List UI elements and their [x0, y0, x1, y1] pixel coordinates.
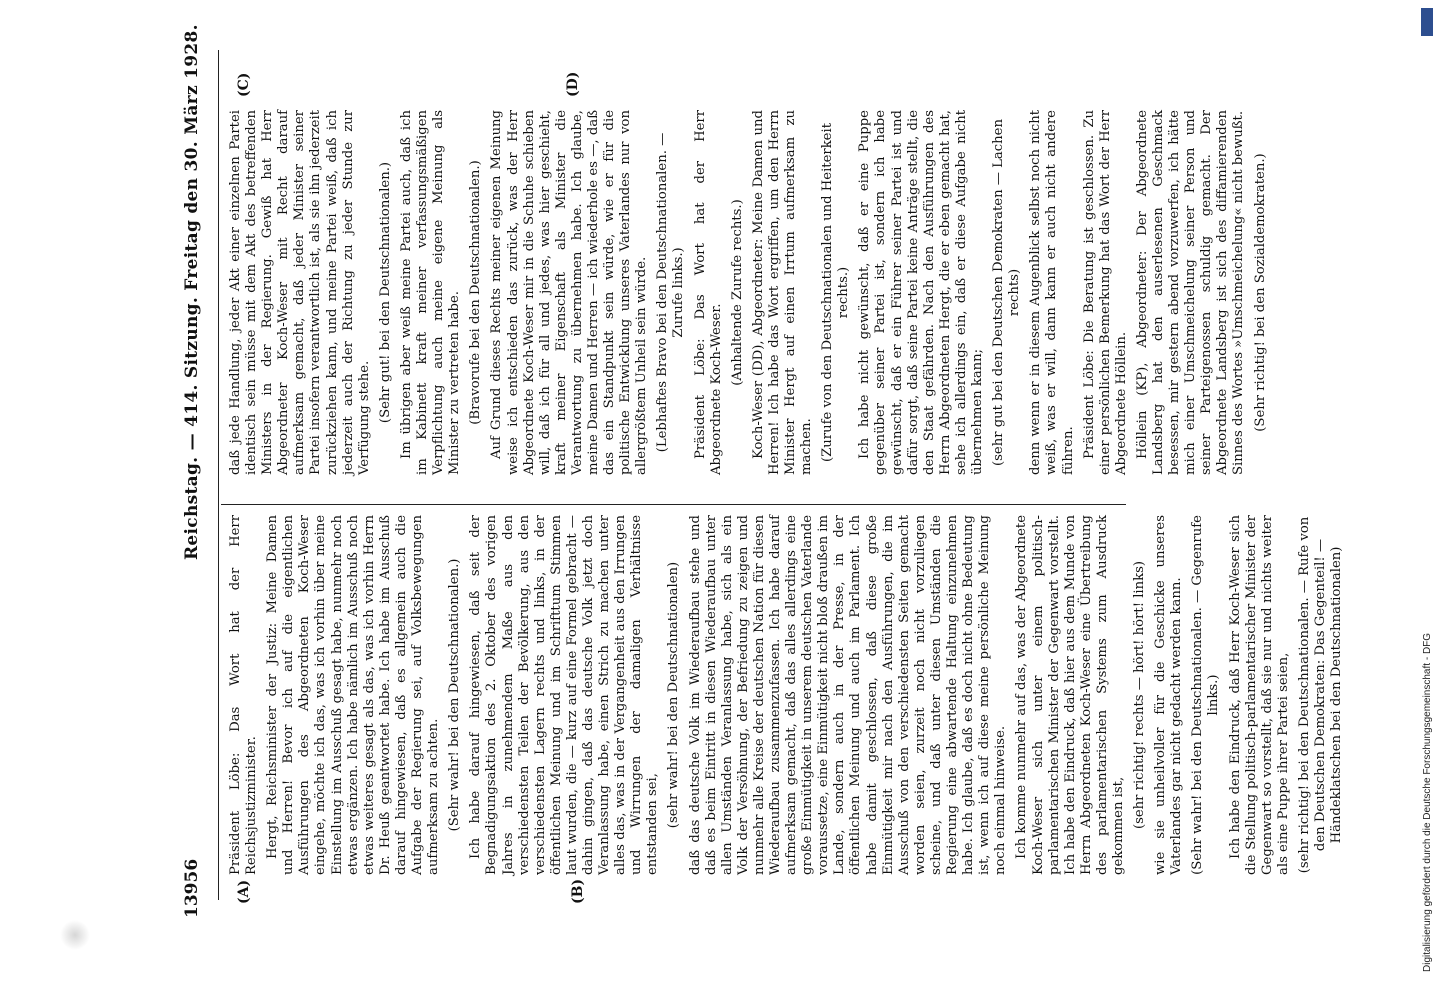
- paragraph: Koch-Weser (DD), Abgeordneter: Meine Damen und Herren! Ich habe das Wort ergriffen, um den Herrn Minister Hergt auf einen Irrtum aufmerksam zu machen.: [750, 110, 815, 475]
- interjection: (Zurufe von den Deutschnationalen und Heiterkeit rechts.): [820, 122, 852, 463]
- interjection: (Anhaltende Zurufe rechts.): [729, 199, 745, 386]
- paragraph: Ich habe nicht gewünscht, daß er eine Puppe gegenüber seiner Partei ist, sondern ich habe gewünscht, daß er ein Führer seiner Partei ist und dafür sorgt, daß seine Partei keine Anträge stellt, die den Staat gefährden. Nach den Ausführungen des Herrn Abgeordneten Hergt, die er eben gemacht hat, sehe ich allerdings ein, daß er diese Aufgabe nicht übernehmen kann;: [857, 110, 986, 475]
- paragraph: Ich habe den Eindruck, daß Herr Koch-Weser sich die Stellung politisch-parlamentarischer Minister der Gegenwart so vorstellt, daß sie nur und nichts weiter als eine Puppe ihrer Partei seien,: [1227, 515, 1291, 875]
- paragraph: Präsident Löbe: Die Beratung ist geschlossen. Zu einer persönlichen Bemerkung hat das Wort der Herr Abgeordnete Höllein.: [1081, 110, 1129, 475]
- margin-letter-a: (A): [236, 879, 252, 904]
- paragraph: Präsident Löbe: Das Wort hat der Herr Reichsjustizminister.: [228, 515, 260, 875]
- paragraph: Im übrigen aber weiß meine Partei auch, daß ich im Kabinett kraft meiner verfassungsmäßigen Verpflichtung auch meine eigene Meinung als Minister zu vertreten habe.: [398, 110, 463, 475]
- interjection: (sehr richtig! bei den Deutschnationalen. — Rufe von den Deutschen Demokraten: Das Gegenteil! — Händeklatschen bei den Deutschnationalen): [1296, 516, 1345, 874]
- interjection: (sehr gut bei den Deutschen Demokraten — Lachen rechts): [991, 119, 1023, 466]
- paragraph: Ich komme nunmehr auf das, was der Abgeordnete Koch-Weser sich unter einem politisch-parlamentarischen Minister der Gegenwart vorstellt. Ich habe den Eindruck, daß hier aus dem Munde von Herrn Abgeordneten Koch-Weser eine Übertreibung des parlamentarischen Systems zum Ausdruck gekommen ist,: [1014, 515, 1126, 875]
- left-text-column: [228, 515, 1345, 875]
- paragraph: Höllein (KP), Abgeordneter: Der Abgeordnete Landsberg hat den auserlesenen Geschmack besessen, mir gestern abend vorzuwerfen, ich hätte mich einer Umschmeichelung seiner Person und seiner Parteigenossen schuldig gemacht. Der Abgeordnete Landsberg ist sich des diffamierenden Sinnes des Wortes »Umschmeichelung« nicht bewußt.: [1134, 110, 1247, 475]
- paragraph: Auf Grund dieses Rechts meiner eigenen Meinung weise ich entschieden das zurück, was der Herr Abgeordnete Koch-Weser mir in die Schuhe schieben will, daß ich für all und jedes, was hier geschieht, kraft meiner Eigenschaft als Minister die Verantwortung zu übernehmen habe. Ich glaube, meine Damen und Herren — ich wiederhole es —, daß das ein Standpunkt sein würde, wie er für die politische Entwicklung unseres Vaterlandes nur von allergrößtem Unheil sein würde.: [489, 110, 650, 475]
- paragraph: denn wenn er in diesem Augenblick selbst noch nicht weiß, was er will, dann kann er auch nicht andere führen.: [1028, 110, 1076, 475]
- paragraph: wie sie unheilvoller für die Geschicke unseres Vaterlandes gar nicht gedacht werden kann.: [1153, 515, 1185, 875]
- interjection: (Sehr wahr! bei den Deutschnationalen.): [447, 558, 463, 832]
- right-text-column: [228, 110, 1268, 475]
- paragraph: Ich habe darauf hingewiesen, daß seit der Begnadigungsaktion des 2. Oktober des vorigen Jahres in zunehmendem Maße aus den verschiedensten Teilen der Bevölkerung, aus den verschiedensten Lagern rechts und links, in der öffentlichen Meinung und im Schrifttum Stimmen laut wurden, die — kurz auf eine Formel gebracht — dahin gingen, daß das deutsche Volk jetzt doch Veranlassung habe, einen Strich zu machen unter alles das, was in der Vergangenheit aus den Irrungen und Wirrungen der damaligen Verhältnisse entstanden sei,: [468, 515, 661, 875]
- interjection: (Bravorufe bei den Deutschnationalen.): [468, 160, 484, 425]
- margin-letter-d: (D): [565, 71, 581, 97]
- paragraph: daß das deutsche Volk im Wiederaufbau stehe und daß es beim Eintritt in diesen Wiederaufbau unter allen Umständen Veranlassung habe, sich als ein Volk der Versöhnung, der Befriedung zu zeigen und nunmehr alle Kreise der deutschen Nation für diesen Wiederaufbau zusammenzufassen. Ich habe darauf aufmerksam gemacht, daß das alles allerdings eine große Einmütigkeit in unserem deutschen Vaterlande voraussetze, eine Einmütigkeit nicht bloß draußen im Lande, sondern auch in der Presse, in der öffentlichen Meinung und auch im Parlament. Ich habe damit geschlossen, daß diese große Einmütigkeit mir nach den Ausführungen, die im Ausschuß von den verschiedensten Seiten gemacht worden seien, zurzeit noch nicht vorzuliegen scheine, und daß unter diesen Umständen die Regierung eine abwartende Haltung einzunehmen habe. Ich glaube, daß es doch nicht ohne Bedeutung ist, wenn ich auf diese meine persönliche Meinung noch einmal hinweise.: [687, 515, 1009, 875]
- margin-letter-b: (B): [570, 878, 586, 904]
- margin-letter-c: (C): [236, 72, 252, 97]
- interjection: (Sehr richtig! bei den Sozialdemokraten.): [1252, 153, 1268, 432]
- paragraph: Präsident Löbe: Das Wort hat der Herr Abgeordnete Koch-Weser.: [692, 110, 724, 475]
- interjection: (Sehr wahr! bei den Deutschnationalen. — Gegenrufe links.): [1190, 515, 1222, 875]
- credit-text: Digitalisierung gefördert durch die Deutsche Forschungsgemeinschaft - DFG: [1422, 632, 1433, 972]
- scan-smudge: [60, 920, 90, 950]
- interjection: (Lebhaftes Bravo bei den Deutschnationalen. — Zurufe links.): [655, 132, 687, 453]
- page-number: 13956: [182, 858, 202, 918]
- paragraph: Hergt, Reichsminister der Justiz: Meine Damen und Herren! Bevor ich auf die eigentlichen Ausführungen des Abgeordneten Koch-Weser eingehe, möchte ich das, was ich vorhin über meine Einstellung im Ausschuß gesagt habe, nunmehr noch etwas ergänzen. Ich habe nämlich im Ausschuß noch etwas weiteres gesagt als das, was ich vorhin Herrn Dr. Heuß geantwortet habe. Ich habe im Ausschuß darauf hingewiesen, daß es allgemein auch die Aufgabe der Regierung sei, auf Volksbewegungen aufmerksam zu achten.: [265, 515, 442, 875]
- interjection: (Sehr gut! bei den Deutschnationalen.): [377, 161, 393, 424]
- rotated-document-page: [100, 0, 1400, 1000]
- page-title: Reichstag. — 414. Sitzung. Freitag den 30. März 1928.: [182, 24, 202, 560]
- paragraph: daß jede Handlung, jeder Akt einer einzelnen Partei identisch sein müsse mit dem Akt des betreffenden Ministers in der Regierung. Gewiß hat Herr Abgeordneter Koch-Weser mit Recht darauf aufmerksam gemacht, daß jeder Minister seiner Partei insofern verantwortlich ist, als sie ihn jederzeit zurückziehen kann, und meine Partei weiß, daß ich jederzeit auch der Richtung zu jeder Stunde zur Verfügung stehe.: [228, 110, 372, 475]
- column-divider: [221, 504, 1126, 505]
- digitization-credit: [1420, 12, 1434, 987]
- page-header: [182, 20, 216, 980]
- interjection: (sehr wahr! bei den Deutschnationalen): [666, 561, 682, 829]
- interjection: (sehr richtig! rechts — hört! hört! links): [1132, 560, 1148, 830]
- header-rule: [218, 50, 219, 900]
